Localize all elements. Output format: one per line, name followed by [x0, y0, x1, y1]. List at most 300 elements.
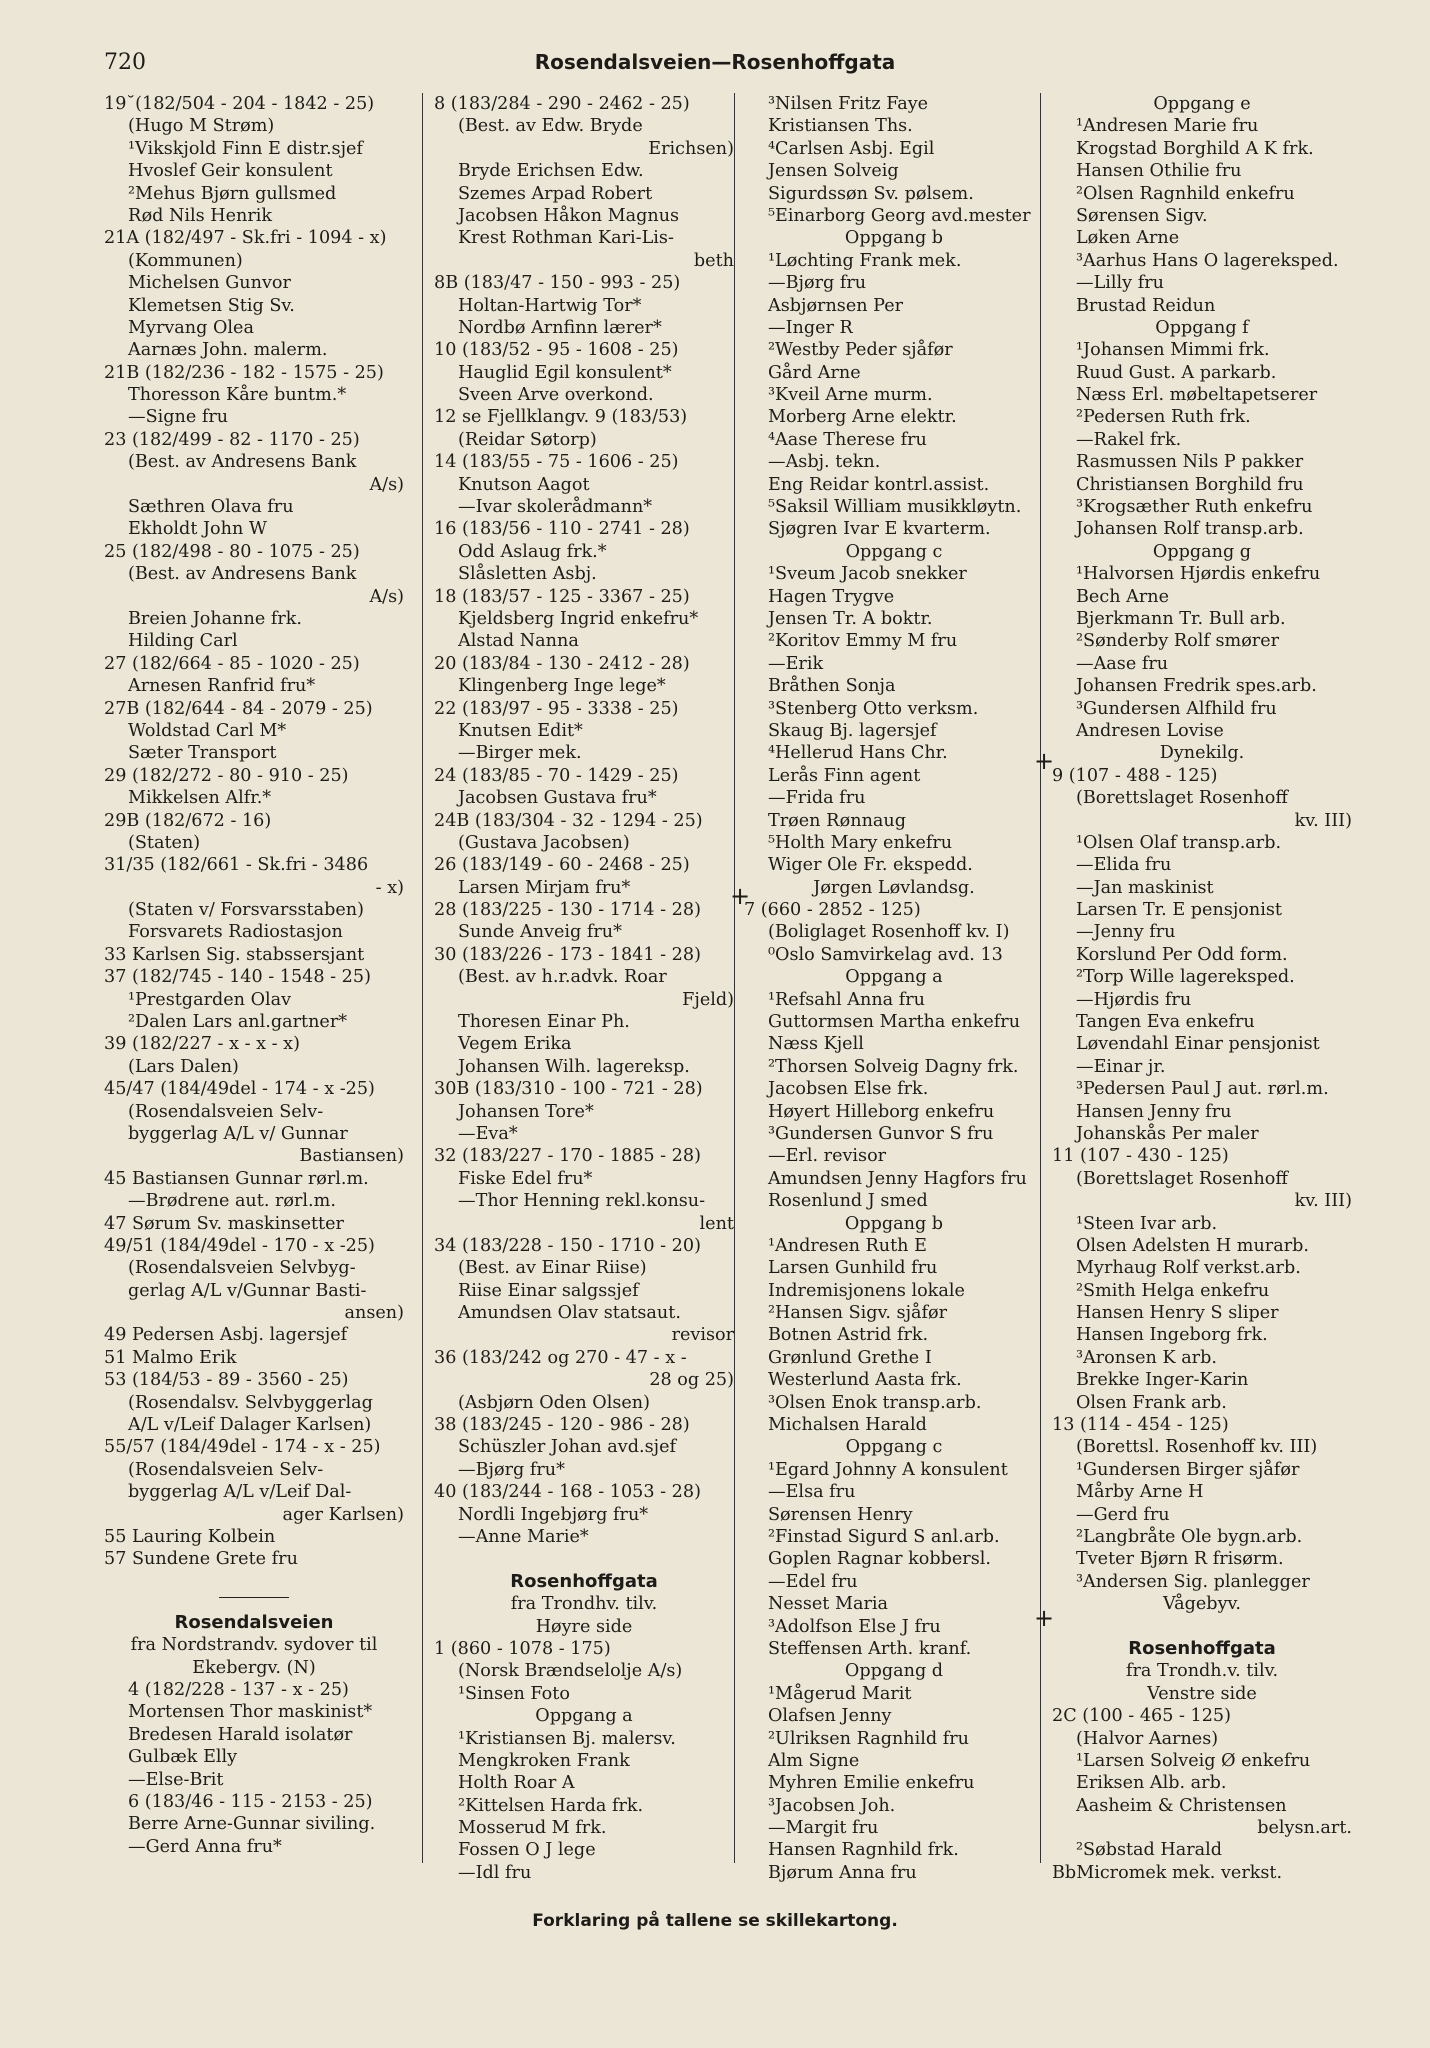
- footer-note: Forklaring på tallene se skillekartong.: [532, 1911, 898, 1931]
- directory-line: fra Nordstrandv. sydover til: [130, 1635, 378, 1656]
- directory-line: ¹Kristiansen Bj. malersv.: [458, 1728, 676, 1749]
- directory-line: ³Krogsæther Ruth enkefru: [1076, 497, 1313, 518]
- directory-line: Bredesen Harald isolatør: [128, 1724, 353, 1745]
- directory-line: Oppgang g: [1152, 541, 1252, 562]
- directory-line: —Aase fru: [1076, 653, 1169, 674]
- directory-line: Løken Arne: [1076, 228, 1180, 249]
- directory-line: ³Adolfson Else J fru: [768, 1616, 941, 1637]
- directory-line: 22 (183/97 - 95 - 3338 - 25): [434, 698, 679, 719]
- directory-line: —Jan maskinist: [1076, 877, 1214, 898]
- directory-line: Næss Erl. møbeltapetserer: [1076, 385, 1318, 406]
- directory-line: Sigurdssøn Sv. pølsem.: [768, 183, 974, 204]
- directory-line: 40 (183/244 - 168 - 1053 - 28): [434, 1482, 701, 1503]
- directory-line: —Einar jr.: [1076, 1056, 1166, 1077]
- directory-line: ⁴Hellerud Hans Chr.: [768, 743, 948, 764]
- directory-line: —Asbj. tekn.: [768, 452, 881, 473]
- directory-line: Venstre side: [1147, 1683, 1257, 1704]
- directory-line: Ekholdt John W: [128, 519, 267, 540]
- directory-line: Szemes Arpad Robert: [458, 183, 653, 204]
- directory-line: ¹Sveum Jacob snekker: [768, 564, 967, 585]
- directory-line: Dynekilg.: [1159, 743, 1245, 764]
- directory-line: Hansen Othilie fru: [1076, 161, 1242, 182]
- directory-line: fra Trondh.v. tilv.: [1125, 1661, 1279, 1682]
- directory-line: Krest Rothman Kari-Lis-: [458, 228, 674, 249]
- directory-line: 12 se Fjellklangv. 9 (183/53): [434, 407, 688, 428]
- directory-line: 6 (183/46 - 115 - 2153 - 25): [128, 1791, 373, 1812]
- directory-line: Guttormsen Martha enkefru: [768, 1012, 1021, 1033]
- directory-line: byggerlag A/L v/ Gunnar: [128, 1123, 348, 1144]
- directory-line: (Borettslaget Rosenhoff: [1076, 788, 1288, 809]
- directory-line: 4 (182/228 - 137 - x - 25): [128, 1679, 349, 1700]
- directory-line: Hansen Ingeborg frk.: [1076, 1325, 1268, 1346]
- directory-line: Sørensen Henry: [768, 1504, 913, 1525]
- directory-line: —Eva*: [458, 1123, 518, 1144]
- directory-line: —Bjørg fru: [768, 273, 867, 294]
- directory-line: Trøen Rønnaug: [768, 810, 906, 831]
- directory-line: ²Søbstad Harald: [1076, 1840, 1223, 1861]
- directory-line: Hvoslef Geir konsulent: [128, 161, 333, 182]
- directory-line: 21B (182/236 - 182 - 1575 - 25): [104, 362, 384, 383]
- directory-line: Tveter Bjørn R frisørm.: [1076, 1549, 1284, 1570]
- directory-line: —Signe fru: [128, 407, 229, 428]
- directory-line: 16 (183/56 - 110 - 2741 - 28): [434, 519, 690, 540]
- directory-line: Johansen Rolf transp.arb.: [1076, 519, 1304, 540]
- directory-line: 20 (183/84 - 130 - 2412 - 28): [434, 653, 690, 674]
- directory-line: (Kommunen): [128, 250, 243, 271]
- directory-line: ³Aarhus Hans O lagereksped.: [1076, 250, 1339, 271]
- directory-line: ¹Sinsen Foto: [458, 1683, 570, 1704]
- directory-line: Holtan-Hartwig Tor*: [458, 295, 642, 316]
- directory-line: ⁵Einarborg Georg avd.mester: [768, 205, 1031, 226]
- directory-line: ¹Prestgarden Olav: [128, 989, 292, 1010]
- directory-line: ²Langbråte Ole bygn.arb.: [1076, 1527, 1303, 1547]
- directory-line: 33 Karlsen Sig. stabssersjant: [104, 944, 365, 965]
- directory-line: 9 (107 - 488 - 125): [1052, 765, 1218, 786]
- directory-line: Rosenlund J smed: [768, 1191, 928, 1212]
- page-number: 720: [104, 50, 146, 75]
- directory-line: 1 (860 - 1078 - 175): [434, 1638, 611, 1659]
- directory-line: ²Thorsen Solveig Dagny frk.: [768, 1056, 1019, 1077]
- directory-line: —Hjørdis fru: [1076, 989, 1192, 1010]
- directory-line: Nordbø Arnfinn lærer*: [458, 317, 662, 338]
- directory-line: 11 (107 - 430 - 125): [1052, 1146, 1229, 1167]
- directory-line: —Anne Marie*: [458, 1527, 589, 1547]
- directory-line: ³Andersen Sig. planlegger: [1076, 1571, 1310, 1592]
- directory-line: Korslund Per Odd form.: [1076, 944, 1288, 965]
- directory-line: ¹Vikskjold Finn E distr.sjef: [128, 138, 363, 159]
- directory-line: Jensen Solveig: [768, 161, 899, 182]
- directory-line: Oppgang a: [845, 967, 943, 988]
- directory-line: ²Westby Peder sjåfør: [768, 340, 953, 361]
- directory-line: ²Ulriksen Ragnhild fru: [768, 1728, 969, 1749]
- directory-line: Brustad Reidun: [1076, 295, 1216, 316]
- directory-line: ¹Gundersen Birger sjåfør: [1076, 1459, 1300, 1480]
- directory-line: Slåsletten Asbj.: [458, 564, 597, 585]
- directory-line: kv. III): [1294, 810, 1352, 831]
- directory-line: —Inger R: [768, 317, 853, 338]
- directory-line: Alm Signe: [768, 1750, 860, 1771]
- directory-line: —Elsa fru: [768, 1482, 856, 1503]
- directory-line: ²Olsen Ragnhild enkefru: [1076, 183, 1295, 204]
- directory-line: Thoresen Einar Ph.: [458, 1012, 630, 1033]
- directory-line: Sunde Anveig fru*: [458, 922, 622, 943]
- directory-line: 19˘(182/504 - 204 - 1842 - 25): [104, 94, 375, 114]
- directory-line: (Rosendalsveien Selv-: [128, 1459, 324, 1480]
- directory-line: —Erl. revisor: [768, 1146, 887, 1167]
- directory-line: ⁵Holth Mary enkefru: [768, 832, 953, 853]
- directory-line: Johansen Tore*: [458, 1101, 594, 1122]
- directory-line: (Asbjørn Oden Olsen): [458, 1392, 650, 1413]
- directory-line: (Boliglaget Rosenhoff kv. I): [768, 922, 1010, 943]
- directory-line: —Lilly fru: [1076, 273, 1164, 294]
- directory-line: Fiske Edel fru*: [458, 1168, 593, 1189]
- directory-line: ³Olsen Enok transp.arb.: [768, 1392, 982, 1413]
- directory-line: Brekke Inger-Karin: [1076, 1370, 1249, 1391]
- directory-line: beth: [693, 250, 734, 271]
- directory-line: ³Jacobsen Joh.: [768, 1795, 896, 1816]
- directory-line: 28 og 25): [649, 1370, 734, 1391]
- directory-line: 2C (100 - 465 - 125): [1052, 1706, 1231, 1727]
- directory-line: Erichsen): [648, 138, 734, 159]
- directory-line: Sæthren Olava fru: [128, 497, 294, 518]
- directory-line: —Edel fru: [768, 1571, 858, 1592]
- directory-line: —Bjørg fru*: [458, 1459, 565, 1480]
- directory-line: fra Trondhv. tilv.: [510, 1594, 658, 1615]
- directory-line: 51 Malmo Erik: [104, 1347, 237, 1368]
- directory-line: Bech Arne: [1076, 586, 1169, 607]
- directory-line: Westerlund Aasta frk.: [768, 1370, 962, 1391]
- directory-line: Eriksen Alb. arb.: [1076, 1773, 1227, 1794]
- directory-line: ³Aronsen K arb.: [1076, 1347, 1217, 1368]
- directory-line: ¹Steen Ivar arb.: [1076, 1213, 1218, 1234]
- directory-line: 24 (183/85 - 70 - 1429 - 25): [434, 765, 679, 786]
- directory-line: Christiansen Borghild fru: [1076, 474, 1304, 495]
- directory-line: Amundsen Olav statsaut.: [458, 1303, 681, 1324]
- directory-line: Aasheim & Christensen: [1076, 1795, 1287, 1816]
- directory-line: —Birger mek.: [458, 743, 582, 764]
- directory-line: Jacobsen Håkon Magnus: [458, 205, 680, 226]
- directory-line: ²Sønderby Rolf smører: [1076, 631, 1280, 652]
- directory-line: —Elida fru: [1076, 855, 1172, 876]
- directory-line: 14 (183/55 - 75 - 1606 - 25): [434, 452, 679, 473]
- directory-line: Arnesen Ranfrid fru*: [128, 676, 316, 697]
- directory-line: Breien Johanne frk.: [128, 608, 303, 629]
- directory-line: Fossen O J lege: [458, 1840, 596, 1861]
- directory-line: ²Torp Wille lagereksped.: [1076, 967, 1295, 988]
- directory-line: 45 Bastiansen Gunnar rørl.m.: [104, 1168, 369, 1189]
- directory-line: ³Gundersen Alfhild fru: [1076, 698, 1277, 719]
- directory-line: Olafsen Jenny: [768, 1706, 892, 1727]
- directory-line: Indremisjonens lokale: [768, 1280, 965, 1301]
- directory-line: Oppgang c: [845, 541, 943, 562]
- directory-line: Oppgang c: [845, 1437, 943, 1458]
- directory-line: Rød Nils Henrik: [128, 205, 273, 226]
- directory-line: Hilding Carl: [128, 631, 238, 652]
- directory-line: Alstad Nanna: [458, 631, 579, 652]
- cross-street-marker: +: [1034, 1604, 1055, 1632]
- directory-line: ⁴Aase Therese fru: [768, 429, 927, 450]
- directory-line: Klemetsen Stig Sv.: [128, 295, 295, 316]
- directory-line: 24B (183/304 - 32 - 1294 - 25): [434, 810, 703, 831]
- directory-line: —Else-Brit: [128, 1769, 224, 1790]
- directory-line: —Margit fru: [768, 1818, 879, 1839]
- directory-line: ³Stenberg Otto verksm.: [768, 698, 979, 719]
- section-heading: Rosenhoffgata: [1128, 1637, 1276, 1659]
- directory-line: 49 Pedersen Asbj. lagersjef: [104, 1325, 348, 1346]
- directory-line: ²Finstad Sigurd S anl.arb.: [768, 1527, 1000, 1547]
- directory-line: ³Kveil Arne murm.: [768, 385, 933, 406]
- directory-line: 55/57 (184/49del - 174 - x - 25): [104, 1437, 381, 1458]
- directory-line: Schüszler Johan avd.sjef: [458, 1437, 676, 1458]
- directory-line: (Best. av Andresens Bank: [128, 564, 357, 585]
- directory-line: (Reidar Søtorp): [458, 429, 597, 450]
- directory-line: Olsen Adelsten H murarb.: [1076, 1235, 1309, 1256]
- page-heading: Rosendalsveien—Rosenhoffgata: [534, 50, 896, 74]
- directory-line: ⁴Carlsen Asbj. Egil: [768, 138, 935, 159]
- directory-line: —Thor Henning rekl.konsu-: [458, 1191, 706, 1212]
- directory-line: Goplen Ragnar kobbersl.: [768, 1549, 991, 1570]
- directory-line: Botnen Astrid frk.: [768, 1325, 929, 1346]
- directory-line: 53 (184/53 - 89 - 3560 - 25): [104, 1370, 349, 1391]
- directory-line: —Erik: [768, 653, 824, 674]
- directory-line: 18 (183/57 - 125 - 3367 - 25): [434, 586, 690, 607]
- directory-line: Odd Aslaug frk.*: [458, 541, 607, 562]
- directory-line: Asbjørnsen Per: [768, 295, 904, 316]
- directory-line: ³Pedersen Paul J aut. rørl.m.: [1076, 1079, 1329, 1100]
- directory-line: ¹Løchting Frank mek.: [768, 250, 962, 271]
- directory-line: A/s): [369, 474, 404, 495]
- directory-line: ¹Andresen Marie fru: [1076, 116, 1259, 137]
- directory-line: Fjeld): [682, 989, 734, 1010]
- directory-line: Jensen Tr. A boktr.: [768, 608, 933, 629]
- directory-line: ¹Mågerud Marit: [768, 1683, 912, 1704]
- directory-line: (Borettsl. Rosenhoff kv. III): [1076, 1437, 1318, 1458]
- column-1: [104, 93, 404, 1893]
- directory-line: 10 (183/52 - 95 - 1608 - 25): [434, 340, 679, 361]
- directory-line: 8B (183/47 - 150 - 993 - 25): [434, 273, 681, 294]
- directory-line: —Frida fru: [768, 788, 866, 809]
- directory-line: ²Hansen Sigv. sjåfør: [768, 1303, 948, 1324]
- directory-line: —Brødrene aut. rørl.m.: [128, 1191, 336, 1212]
- directory-line: kv. III): [1294, 1191, 1352, 1212]
- directory-line: Larsen Tr. E pensjonist: [1076, 900, 1282, 921]
- directory-line: Vegem Erika: [458, 1034, 572, 1055]
- column-divider: [1040, 93, 1041, 1863]
- directory-line: Holth Roar A: [458, 1773, 575, 1794]
- directory-line: —Gerd Anna fru*: [128, 1836, 282, 1857]
- directory-line: Mårby Arne H: [1076, 1482, 1204, 1503]
- section-rule: [219, 1597, 289, 1598]
- directory-line: Oppgang b: [844, 228, 944, 249]
- directory-line: ²Mehus Bjørn gullsmed: [128, 183, 337, 204]
- directory-line: Skaug Bj. lagersjef: [768, 720, 937, 741]
- directory-line: Bjørum Anna fru: [768, 1862, 917, 1883]
- directory-line: Aarnæs John. malerm.: [128, 340, 328, 361]
- directory-line: Larsen Mirjam fru*: [458, 877, 631, 898]
- directory-line: Knutson Aagot: [458, 474, 590, 495]
- column-3: [744, 93, 1044, 1893]
- directory-line: ²Koritov Emmy M fru: [768, 631, 958, 652]
- cross-street-marker: +: [1034, 747, 1055, 775]
- directory-line: (Staten v/ Forsvarsstaben): [128, 900, 364, 921]
- directory-line: Oppgang d: [844, 1661, 944, 1682]
- directory-line: 23 (182/499 - 82 - 1170 - 25): [104, 429, 360, 450]
- directory-line: Olsen Frank arb.: [1076, 1392, 1227, 1413]
- directory-line: (Best. av Andresens Bank: [128, 452, 357, 473]
- directory-line: byggerlag A/L v/Leif Dal-: [128, 1482, 352, 1503]
- directory-line: 37 (182/745 - 140 - 1548 - 25): [104, 967, 371, 988]
- directory-line: ¹Larsen Solveig Ø enkefru: [1076, 1750, 1311, 1771]
- directory-line: Myrvang Olea: [128, 317, 254, 338]
- directory-line: Næss Kjell: [768, 1034, 864, 1055]
- directory-line: (Best. av h.r.advk. Roar: [458, 967, 667, 988]
- directory-line: Amundsen Jenny Hagfors fru: [768, 1168, 1027, 1189]
- section-heading: Rosendalsveien: [174, 1611, 334, 1633]
- directory-line: 32 (183/227 - 170 - 1885 - 28): [434, 1146, 701, 1167]
- directory-line: Hansen Ragnhild frk.: [768, 1840, 959, 1861]
- directory-line: Steffensen Arth. kranf.: [768, 1638, 972, 1659]
- directory-line: (Rosendalsv. Selvbyggerlag: [128, 1392, 373, 1413]
- directory-line: Jacobsen Else frk.: [768, 1079, 929, 1100]
- directory-line: ²Pedersen Ruth frk.: [1076, 407, 1251, 428]
- directory-line: ¹Egard Johnny A konsulent: [768, 1459, 1008, 1480]
- directory-line: Kjeldsberg Ingrid enkefru*: [458, 608, 699, 629]
- directory-line: ²Dalen Lars anl.gartner*: [128, 1012, 348, 1033]
- directory-line: Gård Arne: [768, 362, 861, 383]
- directory-line: ²Smith Helga enkefru: [1076, 1280, 1270, 1301]
- directory-line: (Hugo M Strøm): [128, 116, 275, 137]
- directory-line: Eng Reidar kontrl.assist.: [768, 474, 990, 495]
- directory-line: —Ivar skolerådmann*: [458, 497, 653, 518]
- directory-line: Nordli Ingebjørg fru*: [458, 1504, 649, 1525]
- directory-line: Larsen Gunhild fru: [768, 1258, 938, 1279]
- directory-line: ¹Olsen Olaf transp.arb.: [1076, 832, 1282, 853]
- section-heading: Rosenhoffgata: [510, 1570, 658, 1592]
- directory-line: revisor: [671, 1325, 734, 1346]
- section-spacer: [434, 1548, 734, 1570]
- column-divider: [422, 93, 423, 1863]
- directory-line: 47 Sørum Sv. maskinsetter: [104, 1213, 344, 1234]
- directory-line: Mosserud M frk.: [458, 1818, 607, 1839]
- directory-line: 8 (183/284 - 290 - 2462 - 25): [434, 94, 690, 114]
- directory-line: 30 (183/226 - 173 - 1841 - 28): [434, 944, 701, 965]
- directory-line: lent: [699, 1213, 734, 1234]
- directory-line: Michelsen Gunvor: [128, 273, 291, 294]
- directory-line: Mikkelsen Alfr.*: [128, 788, 272, 809]
- directory-line: —Rakel frk.: [1076, 429, 1182, 450]
- directory-line: (Halvor Aarnes): [1076, 1728, 1219, 1749]
- directory-line: —Idl fru: [458, 1862, 532, 1883]
- directory-line: Løvendahl Einar pensjonist: [1076, 1034, 1320, 1055]
- directory-line: Jacobsen Gustava fru*: [458, 788, 657, 809]
- directory-line: ⁰Oslo Samvirkelag avd. 13: [768, 944, 1003, 965]
- directory-line: Woldstad Carl M*: [128, 720, 287, 741]
- directory-line: ³Gundersen Gunvor S fru: [768, 1123, 994, 1144]
- directory-line: Klingenberg Inge lege*: [458, 676, 666, 697]
- directory-line: Johansen Fredrik spes.arb.: [1076, 676, 1317, 697]
- directory-line: ¹Johansen Mimmi frk.: [1076, 340, 1270, 361]
- directory-line: (Rosendalsveien Selvbyg-: [128, 1258, 356, 1279]
- directory-line: (Rosendalsveien Selv-: [128, 1101, 324, 1122]
- directory-line: A/L v/Leif Dalager Karlsen): [128, 1415, 372, 1436]
- directory-line: Myrhaug Rolf verkst.arb.: [1076, 1258, 1301, 1279]
- directory-line: Ruud Gust. A parkarb.: [1076, 362, 1277, 383]
- directory-line: ³Nilsen Fritz Faye: [768, 94, 929, 114]
- directory-line: Michalsen Harald: [768, 1415, 927, 1436]
- directory-line: (Borettslaget Rosenhoff: [1076, 1168, 1288, 1189]
- directory-line: ¹Halvorsen Hjørdis enkefru: [1076, 564, 1321, 585]
- directory-line: 27B (182/644 - 84 - 2079 - 25): [104, 698, 373, 719]
- directory-line: Kristiansen Ths.: [768, 116, 913, 137]
- directory-line: Oppgang f: [1155, 317, 1249, 338]
- directory-line: Høyert Hilleborg enkefru: [768, 1101, 995, 1122]
- directory-line: Oppgang a: [535, 1706, 633, 1727]
- directory-line: Bråthen Sonja: [768, 676, 896, 697]
- directory-line: 13 (114 - 454 - 125): [1052, 1415, 1229, 1436]
- directory-line: Johansen Wilh. lagereksp.: [458, 1056, 690, 1077]
- directory-line: 29 (182/272 - 80 - 910 - 25): [104, 765, 349, 786]
- directory-line: Myhren Emilie enkefru: [768, 1773, 975, 1794]
- directory-line: 26 (183/149 - 60 - 2468 - 25): [434, 855, 690, 876]
- directory-line: 30B (183/310 - 100 - 721 - 28): [434, 1079, 703, 1100]
- directory-line: Hansen Henry S sliper: [1076, 1303, 1279, 1324]
- directory-line: Johanskås Per maler: [1076, 1123, 1259, 1144]
- directory-line: Hagen Trygve: [768, 586, 895, 607]
- directory-line: Bastiansen): [299, 1146, 404, 1167]
- directory-line: A/s): [369, 586, 404, 607]
- directory-line: Rasmussen Nils P pakker: [1076, 452, 1304, 473]
- directory-line: Sjøgren Ivar E kvarterm.: [768, 519, 991, 540]
- directory-line: 7 (660 - 2852 - 125): [744, 900, 921, 921]
- directory-line: Bryde Erichsen Edw.: [458, 161, 644, 182]
- directory-line: 38 (183/245 - 120 - 986 - 28): [434, 1415, 690, 1436]
- column-2: [434, 93, 734, 1893]
- directory-line: 45/47 (184/49del - 174 - x -25): [104, 1079, 375, 1100]
- directory-line: Ekebergv. (N): [192, 1657, 316, 1678]
- directory-line: belysn.art.: [1257, 1818, 1352, 1839]
- directory-line: ⁵Saksil William musikkløytn.: [768, 497, 1022, 518]
- directory-line: Thoresson Kåre buntm.*: [128, 385, 347, 406]
- directory-line: Hauglid Egil konsulent*: [458, 362, 672, 383]
- directory-line: 49/51 (184/49del - 170 - x -25): [104, 1235, 375, 1256]
- section-spacer: [1052, 1616, 1352, 1638]
- directory-line: ²Kittelsen Harda frk.: [458, 1795, 644, 1816]
- cross-street-marker: +: [730, 882, 751, 910]
- directory-line: Oppgang e: [1153, 94, 1251, 114]
- directory-line: 34 (183/228 - 150 - 1710 - 20): [434, 1235, 701, 1256]
- directory-line: Sveen Arve overkond.: [458, 385, 654, 406]
- directory-line: - x): [375, 877, 404, 898]
- directory-line: Mengkroken Frank: [458, 1750, 630, 1771]
- directory-line: Oppgang b: [844, 1213, 944, 1234]
- directory-line: —Jenny fru: [1076, 922, 1176, 943]
- directory-line: Morberg Arne elektr.: [768, 407, 957, 428]
- column-4: [1052, 93, 1352, 1893]
- directory-line: Tangen Eva enkefru: [1076, 1012, 1255, 1033]
- directory-line: Grønlund Grethe I: [768, 1347, 932, 1368]
- directory-line: 39 (182/227 - x - x - x): [104, 1034, 300, 1055]
- directory-line: (Best. av Einar Riise): [458, 1258, 647, 1279]
- directory-line: ager Karlsen): [282, 1504, 404, 1525]
- directory-line: 29B (182/672 - 16): [104, 810, 272, 831]
- directory-line: BbMicromek mek. verkst.: [1052, 1862, 1283, 1883]
- directory-line: —Gerd fru: [1076, 1504, 1170, 1525]
- directory-line: ansen): [344, 1303, 404, 1324]
- directory-line: Wiger Ole Fr. ekspedd.: [768, 855, 973, 876]
- directory-line: 36 (183/242 og 270 - 47 - x -: [434, 1347, 687, 1368]
- directory-line: Andresen Lovise: [1076, 720, 1224, 741]
- directory-line: Sørensen Sigv.: [1076, 205, 1208, 226]
